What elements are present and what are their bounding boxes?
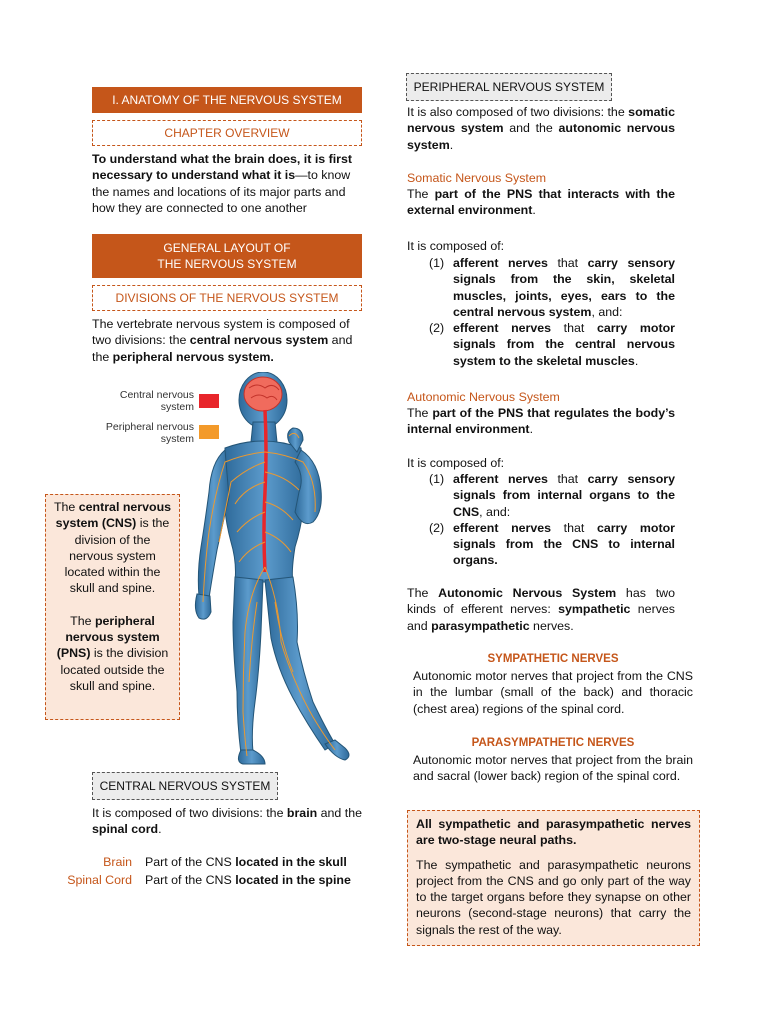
cns-def-term: central nervous system (CNS) [55, 500, 172, 531]
divisions-pns-term: peripheral nervous system. [112, 349, 274, 364]
chapter-overview-title: CHAPTER OVERVIEW [164, 125, 290, 140]
general-layout-bar [92, 234, 362, 278]
cns-def-text: is the division of the nervous system located within the skull and spine. [64, 516, 170, 596]
section-title-bar [92, 87, 362, 113]
cns-title: CENTRAL NERVOUS SYSTEM [99, 778, 271, 793]
pns-title: PERIPHERAL NERVOUS SYSTEM [413, 79, 605, 94]
divisions-text-and: and the [92, 333, 353, 364]
two-stage-note-box [407, 810, 700, 946]
autonomic-composed-of: It is composed of: [407, 456, 505, 470]
term-spinal-cord-def: Part of the CNS located in the spine [145, 873, 351, 887]
chapter-overview-box [92, 120, 362, 146]
sympathetic-text: Autonomic motor nerves that project from the CNS in the lumbar (small of the back) and thoracic (chest area) regions of the spinal cord. [413, 669, 693, 716]
section-title: I. ANATOMY OF THE NERVOUS SYSTEM [112, 93, 342, 107]
autonomic-heading: Autonomic Nervous System [407, 390, 560, 404]
legend-pns-label: Peripheral nervous system [105, 421, 194, 445]
pns-def-prefix: The [70, 613, 95, 628]
nervous-system-figure [185, 372, 365, 766]
cns-pns-definition-box [45, 494, 180, 720]
pns-def-term: peripheral nervous system (PNS) [56, 613, 160, 661]
autonomic-definition: The part of the PNS that regulates the body’s internal environment. [407, 406, 676, 437]
divisions-paragraph [92, 316, 364, 365]
cns-text: It is composed of two divisions: the [92, 806, 287, 820]
overview-text: —to know the names and locations of its major parts and how they are connected to one another [92, 168, 351, 215]
divisions-text: The vertebrate nervous system is composed of two divisions: the [92, 317, 350, 348]
cns-paragraph [92, 805, 364, 838]
term-row-spinal-cord [40, 872, 370, 890]
term-spinal-cord: Spinal Cord [67, 873, 132, 887]
pns-def-text: is the division located outside the skull and spine. [60, 646, 169, 693]
overview-paragraph [92, 151, 364, 216]
general-layout-line2: THE NERVOUS SYSTEM [157, 257, 297, 271]
body-silhouette [195, 372, 349, 764]
legend-cns-label: Central nervous system [119, 389, 194, 413]
list-item: (2) efferent nerves that carry motor signals from the CNS to internal organs. [429, 520, 675, 568]
cns-brain-term: brain [286, 806, 318, 820]
term-row-brain [40, 854, 370, 872]
sympathetic-heading: SYMPATHETIC NERVES [487, 653, 619, 665]
terms-list [40, 854, 370, 890]
cns-def-prefix: The [53, 500, 79, 514]
divisions-title: DIVISIONS OF THE NERVOUS SYSTEM [115, 290, 339, 305]
general-layout-line1: GENERAL LAYOUT OF [163, 241, 291, 255]
list-item: (1) afferent nerves that carry sensory signals from the skin, skeletal muscles, joints, eyes, ears to the central nervous system, and: [429, 256, 675, 319]
divisions-cns-term: central nervous system [189, 333, 329, 348]
cns-title-box [92, 772, 278, 800]
spinal-cord-shape [264, 410, 266, 572]
somatic-heading: Somatic Nervous System [407, 171, 547, 185]
note-text: The sympathetic and parasympathetic neurons project from the CNS and go only part of the way to the target organs before they synapse on other neurons (second-stage neurons) that carry the signals the rest of the way. [416, 857, 691, 937]
autonomic-list [407, 471, 675, 569]
pns-intro: It is also composed of two divisions: the somatic nervous system and the autonomic nervous system. [407, 105, 675, 152]
somatic-composed-of: It is composed of: [407, 239, 505, 253]
overview-bold-text: To understand what the brain does, it is first necessary to understand what it is [92, 152, 352, 183]
pns-title-box [406, 73, 612, 101]
cns-text-end: . [158, 822, 162, 837]
ans-kinds-paragraph: The Autonomic Nervous System has two kinds of efferent nerves: sympathetic nerves and parasympathetic nerves. [407, 586, 675, 633]
note-bold: All sympathetic and parasympathetic nerves are two-stage neural paths. [416, 817, 691, 848]
parasympathetic-heading: PARASYMPATHETIC NERVES [471, 737, 635, 749]
list-item: (2) efferent nerves that carry motor signals from the central nervous system to the skeletal muscles. [429, 321, 675, 368]
divisions-box [92, 285, 362, 311]
pns-definition [52, 613, 173, 694]
cns-text-and: and the [317, 806, 362, 820]
somatic-definition: The part of the PNS that interacts with the external environment. [407, 187, 675, 218]
list-item: (1) afferent nerves that carry sensory signals from internal organs to the CNS, and: [429, 472, 675, 519]
cns-cord-term: spinal cord [92, 822, 159, 837]
parasympathetic-text: Autonomic motor nerves that project from the brain and sacral (lower back) region of the spinal cord. [413, 753, 693, 784]
term-brain: Brain [103, 855, 132, 869]
somatic-list [407, 255, 675, 369]
brain-shape [244, 377, 282, 411]
cns-definition [52, 499, 173, 597]
term-brain-def: Part of the CNS located in the skull [145, 855, 347, 869]
